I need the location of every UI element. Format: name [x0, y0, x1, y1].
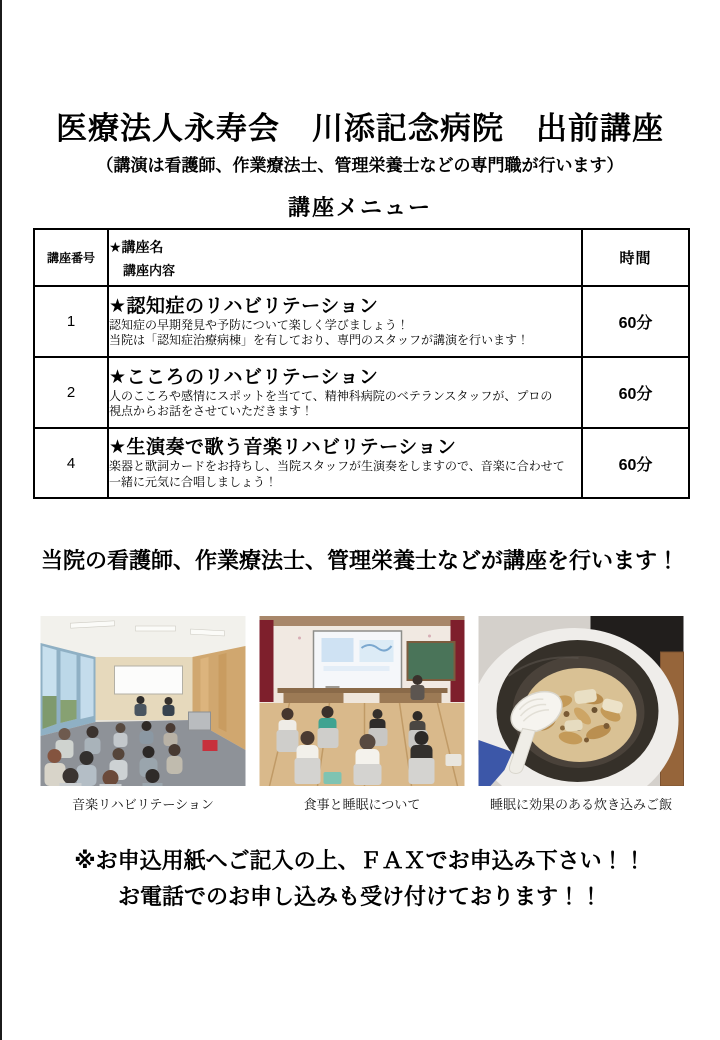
photo-rice-cooker [478, 616, 684, 813]
application-note [0, 843, 720, 915]
course-number: 2 [34, 357, 108, 428]
page-title: 医療法人永寿会 川添記念病院 出前講座 [56, 110, 664, 146]
course-name-cell [108, 286, 582, 357]
lecture-room-photo [40, 616, 246, 786]
page-subtitle: （講演は看護師、作業療法士、管理栄養士などの専門職が行います） [96, 156, 624, 175]
table-row [34, 357, 689, 428]
course-number: 1 [34, 286, 108, 357]
whiteboard [115, 666, 183, 694]
staff-note: 当院の看護師、作業療法士、管理栄養士などが講座を行います！ [40, 548, 679, 573]
course-number: 4 [34, 428, 108, 498]
course-desc-line1: 人のこころや感情にスポットを当てて、精神科病院のベテランスタッフが、プロの [109, 388, 553, 403]
stage-curtain-left [260, 620, 274, 702]
red-box [203, 740, 218, 751]
table-header-row [34, 229, 689, 286]
application-note-line2: お電話でのお申し込みも受け付けております！！ [117, 884, 602, 909]
course-desc-line2: 当院は「認知症治療病棟」を有しており、専門のスタッフが講演を行います！ [109, 333, 530, 347]
col-header-time: 時間 [582, 229, 689, 286]
photo-caption: 食事と睡眠について [303, 797, 421, 812]
course-time: 60分 [582, 428, 689, 498]
photo-row [40, 616, 688, 813]
course-table [33, 228, 690, 499]
course-desc-line2: 一緒に元気に合唱しましょう！ [109, 474, 278, 489]
table-row [34, 286, 689, 357]
course-time: 60分 [582, 357, 689, 428]
course-name-cell [108, 357, 582, 428]
course-desc-line1: 楽器と歌詞カードをお持ちし、当院スタッフが生演奏をしますので、音楽に合わせて [109, 459, 565, 473]
course-desc-line1: 認知症の早期発見や予防について楽しく学びましょう！ [109, 317, 409, 332]
photo-lecture-room [40, 616, 246, 813]
chalkboard [408, 642, 455, 680]
photo-caption: 音楽リハビリテーション [72, 797, 214, 812]
col-header-name [108, 229, 582, 286]
col-header-number: 講座番号 [34, 229, 108, 286]
course-title: ★認知症のリハビリテーション [109, 295, 379, 317]
course-title: ★こころのリハビリテーション [109, 366, 379, 388]
photo-caption: 睡眠に効果のある炊き込みご飯 [489, 797, 672, 812]
rice-cooker-photo [478, 616, 684, 786]
course-time: 60分 [582, 286, 689, 357]
course-desc-line2: 視点からお話をさせていただきます！ [109, 404, 314, 418]
menu-heading: 講座メニュー [287, 195, 432, 220]
hall-lecture-photo [259, 616, 465, 786]
col-header-name-line1: ★講座名 [109, 238, 164, 255]
table-row [34, 428, 689, 498]
col-header-name-line2: 講座内容 [123, 262, 176, 278]
course-name-cell [108, 428, 582, 498]
application-note-line1: ※お申込用紙へご記入の上、ＦＡＸでお申込み下さい！！ [74, 848, 646, 873]
photo-hall-lecture [259, 616, 465, 813]
course-title: ★生演奏で歌う音楽リハビリテーション [109, 437, 457, 458]
